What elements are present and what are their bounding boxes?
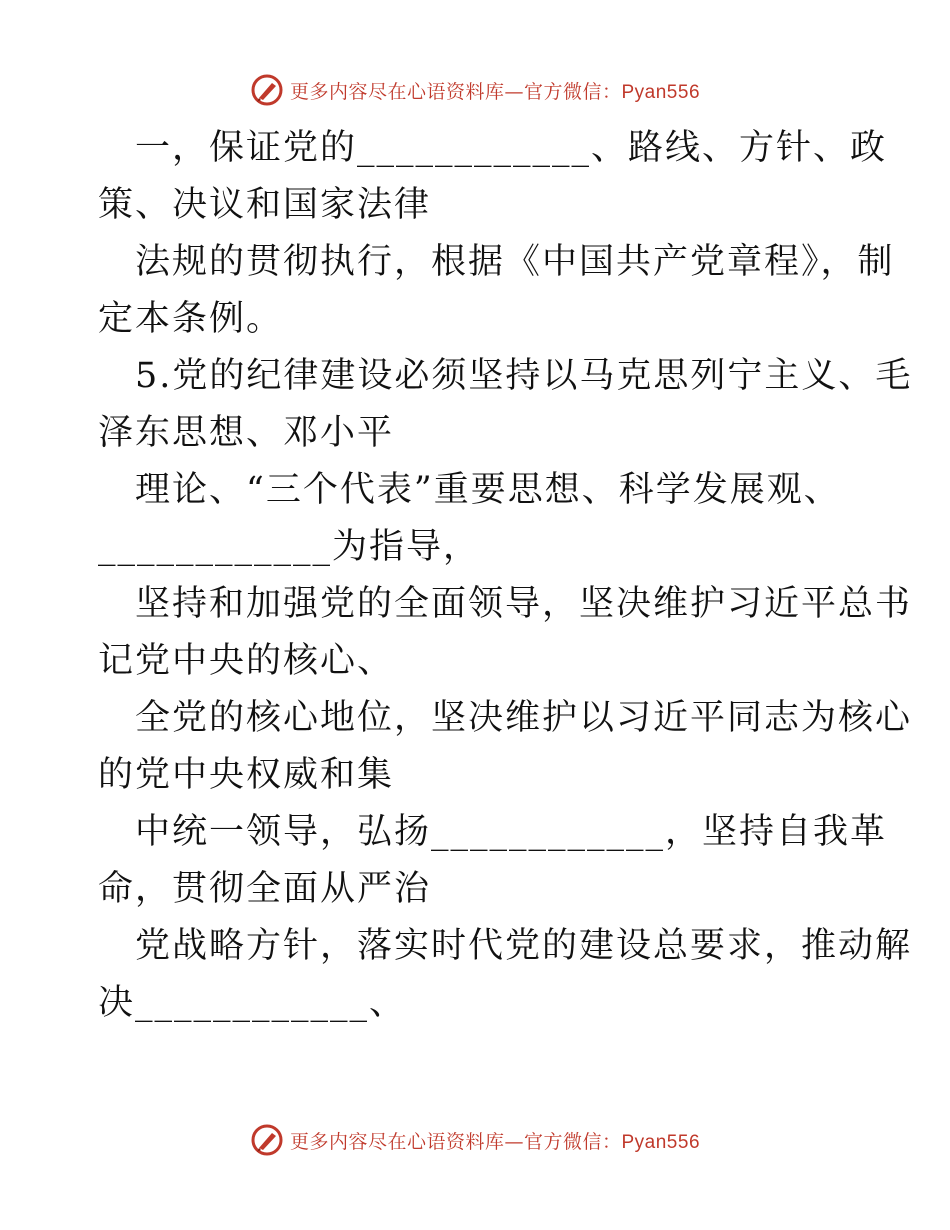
watermark-text: 更多内容尽在心语资料库—官方微信：Pyan556 [289,1130,701,1153]
text-line-15: 党战略方针，落实时代党的建设总要求，推动解 [135,926,913,966]
text-line-3: 法规的贯彻执行，根据《中国共产党章程》，制 [135,242,895,282]
text-line-9: 坚持和加强党的全面领导，坚决维护习近平总书 [135,584,913,624]
text-line-6: 泽东思想、邓小平 [98,413,395,453]
text-line-8: ____________为指导， [98,527,481,567]
text-line-5: 5.党的纪律建设必须坚持以马克思列宁主义、毛 [135,356,913,396]
watermark-id: Pyan556 [621,1131,701,1153]
text-line-4: 定本条例。 [98,299,284,339]
text-line-16: 决____________、 [98,983,407,1023]
pen-logo-icon [250,73,284,107]
text-line-14: 命，贯彻全面从严治 [98,869,432,909]
pen-logo-icon [250,1123,284,1157]
watermark-text: 更多内容尽在心语资料库—官方微信：Pyan556 [289,80,701,103]
watermark-bottom [0,1120,950,1160]
watermark-id: Pyan556 [621,81,701,103]
text-line-1: 一，保证党的____________、路线、方针、政 [135,128,888,168]
document-body [98,120,913,1032]
text-line-12: 的党中央权威和集 [98,755,395,795]
text-line-11: 全党的核心地位，坚决维护以习近平同志为核心 [135,698,913,738]
text-line-7: 理论、“三个代表”重要思想、科学发展观、 [135,470,841,510]
text-line-10: 记党中央的核心、 [98,641,395,681]
watermark-top [0,70,950,110]
text-line-2: 策、决议和国家法律 [98,185,432,225]
text-line-13: 中统一领导，弘扬____________，坚持自我革 [135,812,888,852]
